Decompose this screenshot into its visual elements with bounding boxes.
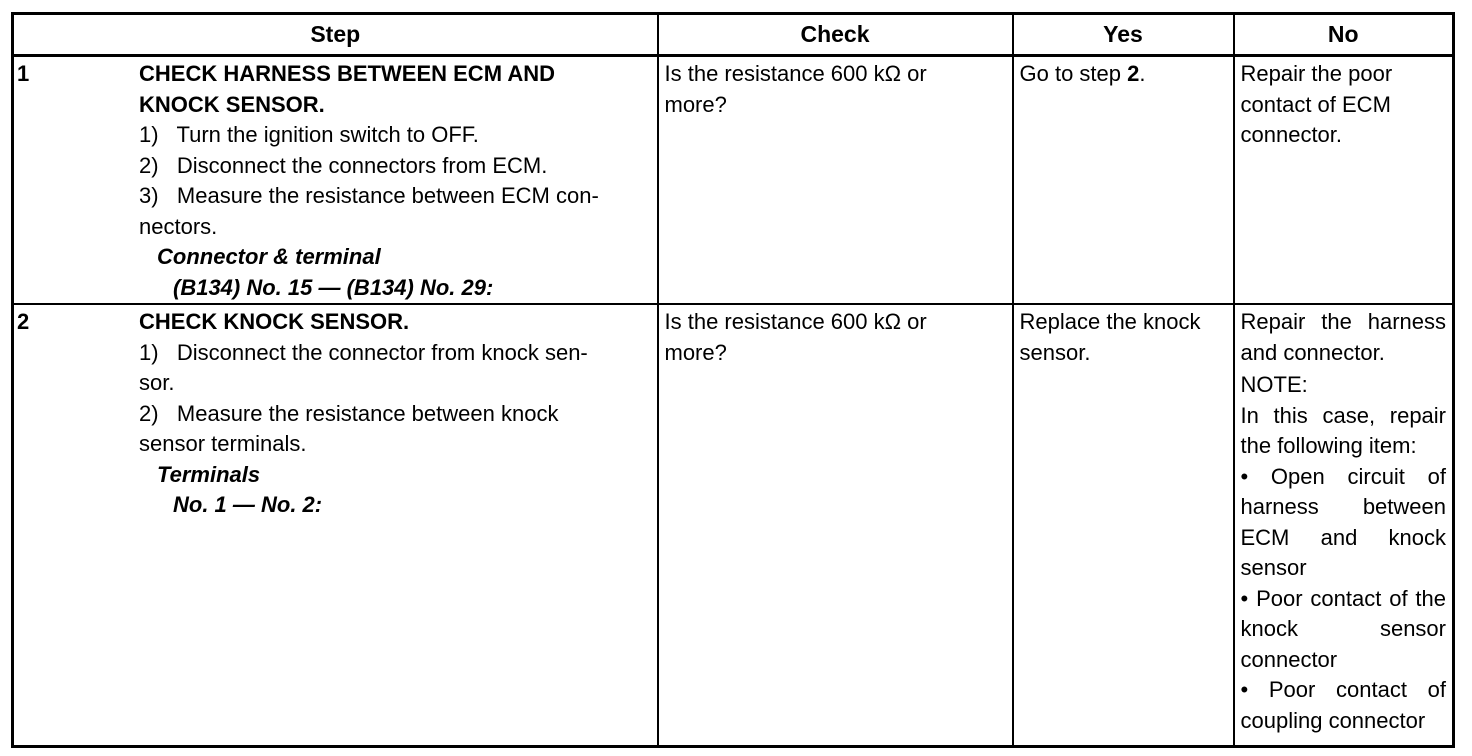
- header-row: [13, 14, 1454, 56]
- note-text: In this case, repair the following item:: [1240, 402, 1446, 458]
- note-item: • Poor contact of coupling connector: [1240, 677, 1446, 733]
- instruction-line: sor.: [139, 370, 175, 395]
- spec-value: (B134) No. 15 — (B134) No. 29:: [173, 274, 494, 300]
- instruction-line: 3) Measure the resistance between ECM con-: [139, 183, 599, 208]
- step-number: 2: [17, 309, 30, 334]
- step-title: CHECK HARNESS BETWEEN ECM AND KNOCK SENSOR.: [139, 61, 555, 117]
- instruction-line: 2) Disconnect the connectors from ECM.: [139, 152, 548, 178]
- step-title: CHECK KNOCK SENSOR.: [139, 309, 410, 334]
- instruction-line: nectors.: [139, 213, 218, 239]
- header-no: No: [1234, 14, 1454, 56]
- instruction-line: 2) Measure the resistance between knock: [139, 400, 559, 426]
- step-link: 2: [1127, 61, 1140, 86]
- diagnostic-table: [11, 12, 1455, 748]
- header-check: Check: [658, 14, 1013, 56]
- check-cell: Is the resistance 600 kΩ or more?: [658, 304, 1013, 747]
- no-cell: Repair the poor contact of ECM connector.: [1234, 56, 1454, 305]
- table-row: [13, 56, 1454, 305]
- spec-label: Connector & terminal: [157, 244, 381, 269]
- spec-value: No. 1 — No. 2:: [173, 492, 323, 517]
- note-label: NOTE:: [1240, 372, 1308, 397]
- note-item: • Poor contact of the knock sensor connector: [1240, 585, 1446, 672]
- header-yes: Yes: [1013, 14, 1234, 56]
- no-intro: Repair the harness and connector.: [1240, 309, 1446, 365]
- note-item: • Open circuit of harness between ECM and knock sensor: [1240, 463, 1446, 580]
- instruction-line: sensor terminals.: [139, 431, 307, 456]
- header-step: Step: [13, 14, 658, 56]
- table-row: [13, 304, 1454, 747]
- check-cell: Is the resistance 600 kΩ or more?: [658, 56, 1013, 305]
- no-cell: [1234, 304, 1454, 747]
- instruction-line: 1) Turn the ignition switch to OFF.: [139, 122, 479, 147]
- step-cell: [13, 56, 658, 305]
- step-cell: [13, 304, 658, 747]
- spec-label: Terminals: [157, 461, 261, 487]
- instruction-line: 1) Disconnect the connector from knock sen-: [139, 339, 588, 365]
- yes-cell: Replace the knock sensor.: [1013, 304, 1234, 747]
- step-number: 1: [17, 61, 30, 86]
- yes-cell: Go to step 2.: [1013, 56, 1234, 305]
